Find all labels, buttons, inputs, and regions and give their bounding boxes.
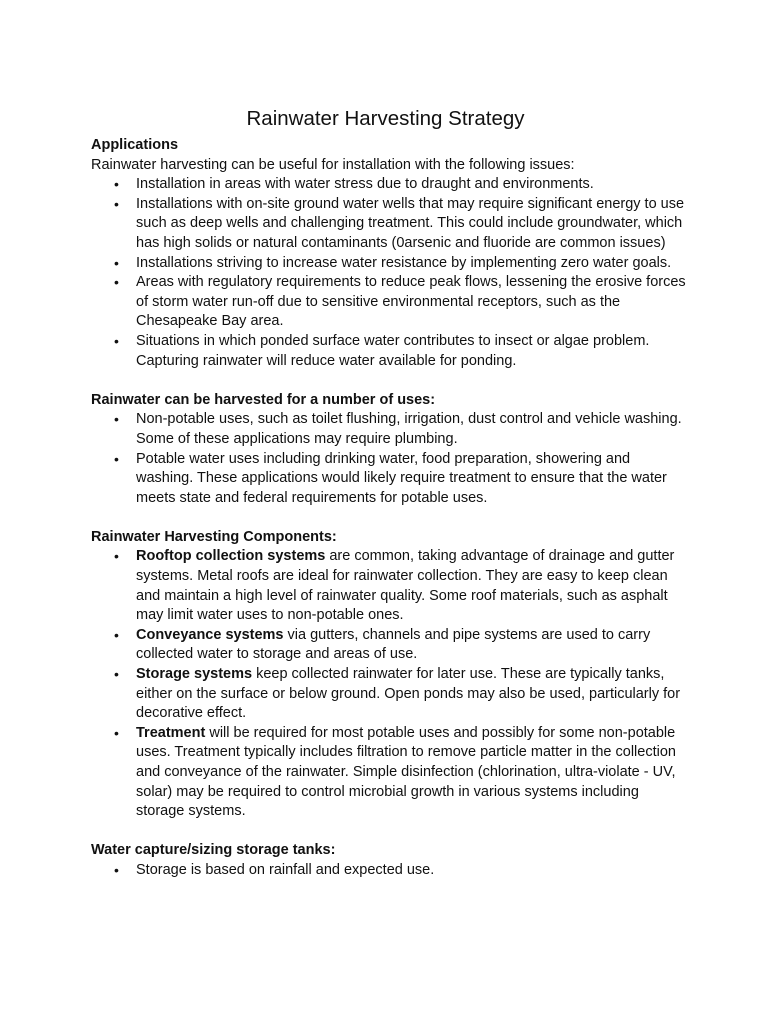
- list-item: [91, 410, 688, 449]
- list-item-text: Installations striving to increase water resistance by implementing zero water goals.: [136, 254, 672, 271]
- bullet-icon: •: [114, 450, 119, 467]
- list-item-text: Installations with on-site ground water wells that may require significant energy to use such as deep wells and challenging treatment. This could include groundwater, which has high solids or natural contaminants (0arsenic and fluoride are common issues): [136, 195, 685, 251]
- component-description: via gutters, channels and pipe systems are used to carry collected water to storage and areas of use.: [136, 626, 651, 663]
- bullet-icon: •: [114, 626, 119, 643]
- document-title: Rainwater Harvesting Strategy: [246, 107, 525, 130]
- list-item: [91, 450, 688, 509]
- tanks-heading: Water capture/sizing storage tanks:: [91, 842, 336, 859]
- bullet-icon: •: [114, 254, 119, 271]
- component-term: Rooftop collection systems: [136, 548, 326, 565]
- list-item: [91, 254, 688, 274]
- paragraph-spacer: [91, 371, 688, 391]
- component-term: Conveyance systems: [136, 626, 284, 643]
- list-item: [91, 626, 688, 665]
- list-item-text: Storage is based on rainfall and expected use.: [136, 861, 435, 878]
- bullet-icon: •: [114, 666, 119, 683]
- bullet-icon: •: [114, 548, 119, 565]
- list-item: [91, 861, 688, 881]
- list-item-text: Non-potable uses, such as toilet flushing, irrigation, dust control and vehicle washing. Some of these applications may require plumbing.: [136, 411, 682, 447]
- bullet-icon: •: [114, 861, 119, 878]
- list-item-text: Areas with regulatory requirements to reduce peak flows, lessening the erosive forces of storm water run-off due to sensitive environmental receptors, such as the Chesapeake Bay area.: [136, 274, 686, 330]
- component-description: are common, taking advantage of drainage and gutter systems. Metal roofs are ideal for rainwater collection. They are easy to keep clean and maintain a high level of rainwater quality. Some roof materials, such as asphalt may limit water uses to non-potable ones.: [136, 548, 675, 624]
- bullet-icon: •: [114, 176, 119, 193]
- tanks-section: [91, 841, 688, 880]
- uses-section: [91, 391, 688, 509]
- component-term: Treatment: [136, 724, 206, 741]
- applications-intro: Rainwater harvesting can be useful for installation with the following issues:: [91, 156, 575, 173]
- list-item: [91, 665, 688, 724]
- list-item: [91, 195, 688, 254]
- uses-heading: Rainwater can be harvested for a number of uses:: [91, 391, 436, 408]
- components-heading: Rainwater Harvesting Components:: [91, 528, 337, 545]
- uses-list: [91, 410, 688, 508]
- bullet-icon: •: [114, 274, 119, 291]
- component-term: Storage systems: [136, 666, 253, 683]
- bullet-icon: •: [114, 724, 119, 741]
- paragraph-spacer: [91, 822, 688, 842]
- list-item: [91, 332, 688, 371]
- applications-section: [91, 136, 688, 371]
- list-item-text: Installation in areas with water stress due to draught and environments.: [136, 176, 594, 193]
- bullet-icon: •: [114, 332, 119, 349]
- applications-heading: Applications: [91, 137, 179, 153]
- component-description: will be required for most potable uses and possibly for some non-potable uses. Treatment typically includes filtration to remove particle matter in the collection and conveyance of the rainwater. Simple disinfection (chlorination, ultra-violate - UV, solar) may be required to control microbial growth in various systems including storage systems.: [136, 724, 676, 820]
- list-item: [91, 175, 688, 195]
- list-item-text: Situations in which ponded surface water contributes to insect or algae problem. Capturing rainwater will reduce water available for ponding.: [136, 332, 650, 369]
- list-item-text: Potable water uses including drinking water, food preparation, showering and washing. These applications would likely require treatment to ensure that the water meets state and federal requirements for potable uses.: [136, 450, 667, 506]
- component-description: keep collected rainwater for later use. These are typically tanks, either on the surface or below ground. Open ponds may also be used, particularly for decorative effect.: [136, 666, 681, 722]
- components-list: [91, 547, 688, 821]
- list-item: [91, 273, 688, 332]
- list-item: [91, 724, 688, 822]
- bullet-icon: •: [114, 411, 119, 428]
- applications-list: [91, 175, 688, 371]
- bullet-icon: •: [114, 195, 119, 212]
- tanks-list: [91, 861, 688, 881]
- paragraph-spacer: [91, 508, 688, 528]
- components-section: [91, 528, 688, 822]
- list-item: [91, 547, 688, 625]
